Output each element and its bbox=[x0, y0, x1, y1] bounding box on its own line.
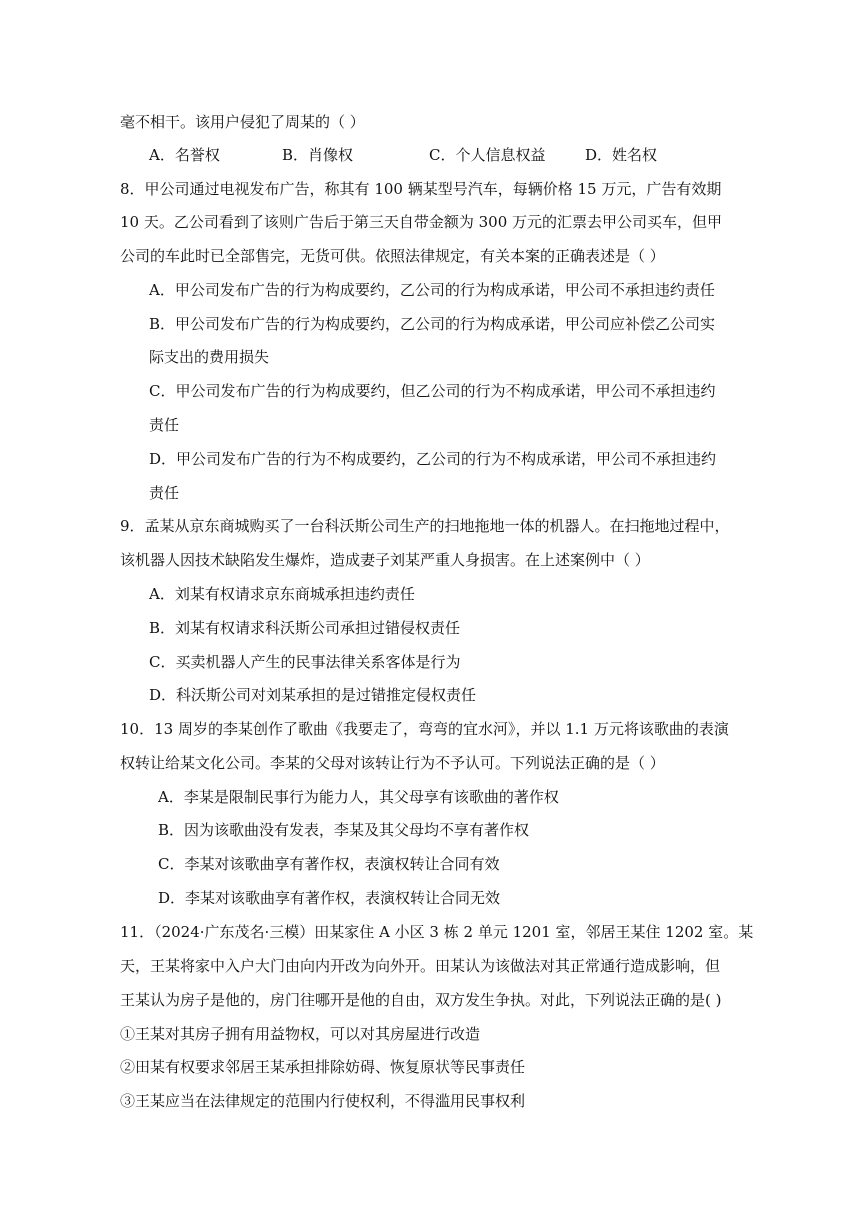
q11-stem-line: 天，王某将家中入户大门由向内开改为向外开。田某认为该做法对其正常通行造成影响，但 bbox=[120, 957, 721, 975]
q8-option-d-cont: 责任 bbox=[149, 484, 180, 502]
q10-option-b: B．因为该歌曲没有发表，李某及其父母均不享有著作权 bbox=[158, 821, 530, 839]
q11-statement-1: ①王某对其房子拥有用益物权，可以对其房屋进行改造 bbox=[120, 1025, 481, 1043]
q11-stem-line: 11．（2024·广东茂名·三模）田某家住 A 小区 3 栋 2 单元 1201 室，邻居王某住 1202 室。某 bbox=[120, 923, 754, 941]
q8-option-c-cont: 责任 bbox=[149, 416, 180, 434]
q11-statement-2: ②田某有权要求邻居王某承担排除妨碍、恢复原状等民事责任 bbox=[120, 1058, 526, 1076]
q8-option-d: D．甲公司发布广告的行为不构成要约，乙公司的行为不构成承诺，甲公司不承担违约 bbox=[149, 450, 717, 468]
q11-statement-3: ③王某应当在法律规定的范围内行使权利，不得滥用民事权利 bbox=[120, 1092, 526, 1110]
q9-stem-line: 该机器人因技术缺陷发生爆炸，造成妻子刘某严重人身损害。在上述案例中（ ） bbox=[120, 551, 650, 569]
q7-option-c: C．个人信息权益 bbox=[429, 146, 546, 164]
q8-option-a: A．甲公司发布广告的行为构成要约，乙公司的行为构成承诺，甲公司不承担违约责任 bbox=[149, 281, 715, 299]
q9-option-b: B．刘某有权请求科沃斯公司承担过错侵权责任 bbox=[149, 619, 461, 637]
q10-stem-line: 权转让给某文化公司。李某的父母对该转让行为不予认可。下列说法正确的是（ ） bbox=[120, 754, 665, 772]
q9-option-c: C．买卖机器人产生的民事法律关系客体是行为 bbox=[149, 653, 461, 671]
q8-option-c: C．甲公司发布广告的行为构成要约，但乙公司的行为不构成承诺，甲公司不承担违约 bbox=[149, 382, 716, 400]
q7-option-d: D．姓名权 bbox=[585, 146, 658, 164]
q10-option-c: C．李某对该歌曲享有著作权，表演权转让合同有效 bbox=[158, 855, 500, 873]
q8-stem-line: 公司的车此时已全部售完，无货可供。依照法律规定，有关本案的正确表述是（ ） bbox=[120, 247, 665, 265]
q8-option-b: B．甲公司发布广告的行为构成要约，乙公司的行为构成承诺，甲公司应补偿乙公司实 bbox=[149, 315, 716, 333]
q8-stem-line: 8．甲公司通过电视发布广告，称其有 100 辆某型号汽车，每辆价格 15 万元，广告有效期 bbox=[120, 180, 722, 198]
q7-option-a: A．名誉权 bbox=[149, 146, 220, 164]
q8-option-b-cont: 际支出的费用损失 bbox=[149, 348, 270, 366]
q10-stem-line: 10．13 周岁的李某创作了歌曲《我要走了，弯弯的宜水河》，并以 1.1 万元将该歌曲的表演 bbox=[120, 720, 729, 738]
q7-option-b: B．肖像权 bbox=[282, 146, 354, 164]
q9-option-a: A．刘某有权请求京东商城承担违约责任 bbox=[149, 585, 415, 603]
q7-options bbox=[149, 145, 709, 165]
q10-option-d: D．李某对该歌曲享有著作权，表演权转让合同无效 bbox=[158, 889, 501, 907]
q11-stem-line: 王某认为房子是他的，房门往哪开是他的自由，双方发生争执。对此，下列说法正确的是( ) bbox=[120, 991, 722, 1009]
q8-stem-line: 10 天。乙公司看到了该则广告后于第三天自带金额为 300 万元的汇票去甲公司买车，但甲 bbox=[120, 213, 723, 231]
q9-option-d: D．科沃斯公司对刘某承担的是过错推定侵权责任 bbox=[149, 686, 477, 704]
q10-option-a: A．李某是限制民事行为能力人，其父母享有该歌曲的著作权 bbox=[158, 788, 559, 806]
question-continuation: 毫不相干。该用户侵犯了周某的（ ） bbox=[120, 113, 365, 131]
q9-stem-line: 9．孟某从京东商城购买了一台科沃斯公司生产的扫地拖地一体的机器人。在扫拖地过程中， bbox=[120, 517, 730, 535]
